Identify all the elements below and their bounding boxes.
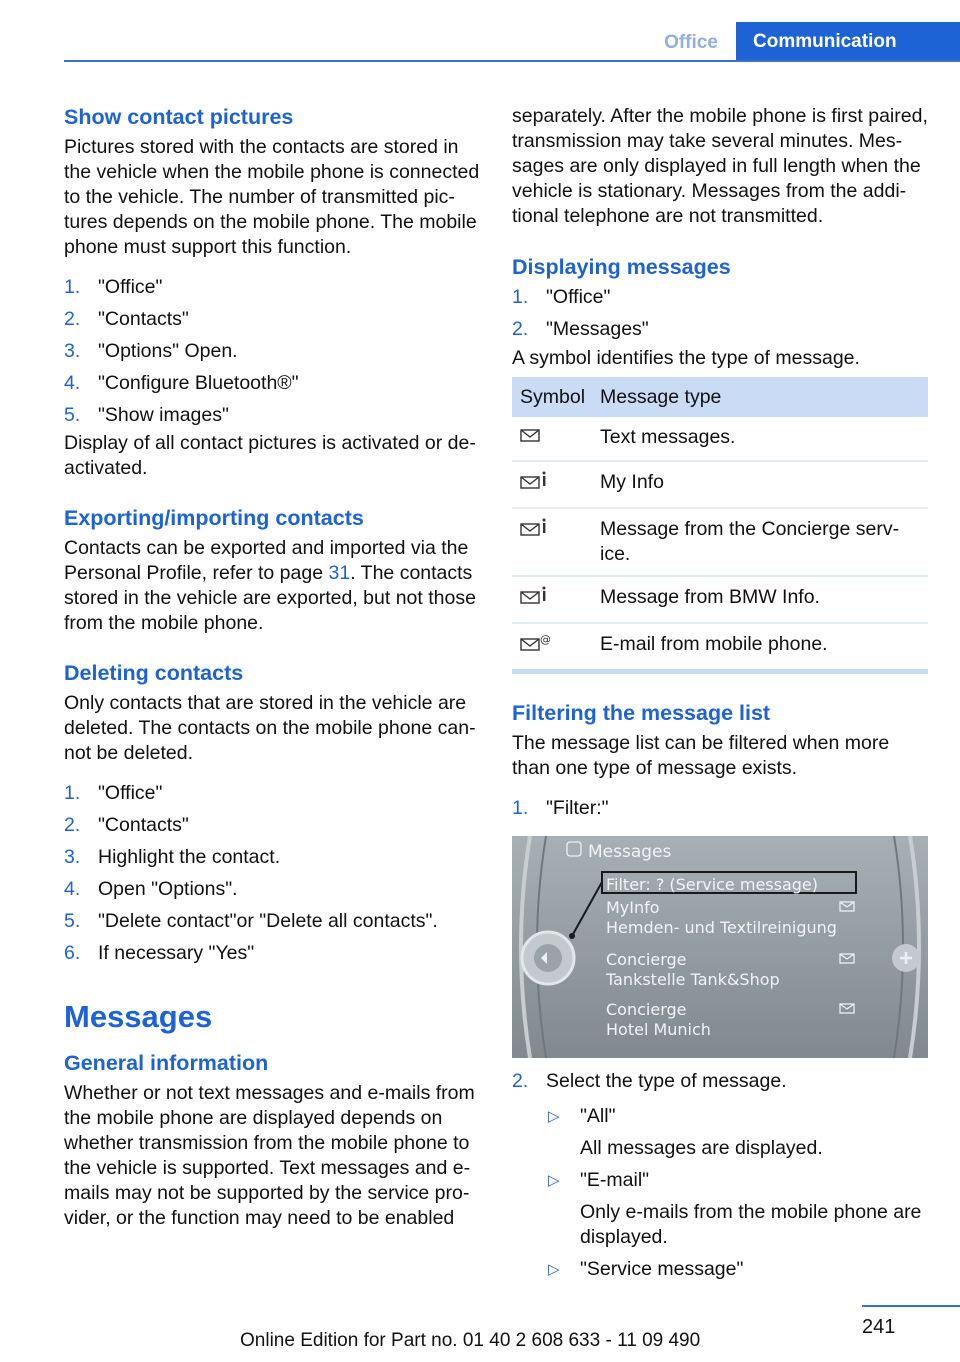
table-row: [512, 623, 928, 672]
paragraph-show: Pictures stored with the contacts are stored in the vehicle when the mobile phone is connected to the vehicle. The number of transmitted pic-tures depends on the mobile phone. The mobile phone must support this function.: [64, 136, 480, 258]
heading-export: Exporting/importing contacts: [64, 506, 364, 530]
list-item: 1. "Filter:": [512, 797, 609, 819]
table-header: Symbol: [512, 377, 592, 417]
table-cell: Message from BMW Info.: [592, 576, 928, 623]
paragraph-filter: The message list can be filtered when more than one type of message exists.: [512, 732, 890, 779]
screen-frame: [512, 836, 928, 1058]
list-item: ▷ "All" All messages are displayed.: [548, 1105, 823, 1159]
paragraph-export: Contacts can be exported and imported via the Personal Profile, refer to page 31. The contacts stored in the vehicle are exported, but not those from the mobile phone.: [64, 537, 476, 634]
screen-filter-item[interactable]: Filter: ? (Service message): [606, 875, 819, 894]
envelope-bmw-info-icon: [520, 585, 548, 607]
table-cell: Text messages.: [592, 417, 928, 461]
envelope-concierge-icon: [520, 517, 548, 539]
list-item: ▷ "Service message": [548, 1258, 744, 1280]
list-item: 2. "Contacts": [64, 814, 189, 836]
list-item: 3. Highlight the contact.: [64, 846, 281, 868]
paragraph-continued: separately. After the mobile phone is first paired, transmission may take several minutes. Mes-sages are only displayed in full length when the vehicle is stationary. Messages from the addi-tional telephone are not transmitted.: [512, 105, 928, 227]
steps-display: [512, 281, 928, 345]
table-row: [512, 461, 928, 508]
screen-message-item[interactable]: Concierge Hotel Munich: [606, 1000, 711, 1039]
heading-filtering: Filtering the message list: [512, 701, 771, 725]
filter-options: [512, 1104, 928, 1282]
symbol-table: [512, 377, 928, 674]
list-item: 5. "Delete contact"or "Delete all contacts".: [64, 910, 438, 932]
heading-displaying: Displaying messages: [512, 255, 731, 279]
footer-edition: Online Edition for Part no. 01 40 2 608 633 - 11 09 490: [240, 1330, 701, 1351]
list-item: 2. "Messages": [512, 318, 649, 340]
list-item: 1. "Office": [64, 276, 163, 298]
heading-messages: Messages: [64, 999, 213, 1034]
steps-show: [64, 271, 480, 431]
table-row: [512, 576, 928, 623]
page-link[interactable]: 31: [328, 562, 351, 584]
screen-message-item[interactable]: Concierge Tankstelle Tank&Shop: [606, 950, 780, 989]
table-row: [512, 508, 928, 576]
table-header-row: [512, 377, 928, 417]
screen-message-item[interactable]: MyInfo Hemden- und Textilreinigung: [606, 898, 837, 937]
list-item: ▷ "E-mail" Only e-mails from the mobile phone are displayed.: [548, 1169, 922, 1248]
heading-show-contact-pictures: Show contact pictures: [64, 105, 294, 129]
steps-filter: [512, 792, 928, 824]
table-header: Message type: [592, 377, 928, 417]
table-cell: E-mail from mobile phone.: [592, 623, 928, 672]
tab-office: Office: [664, 32, 718, 53]
paragraph-show-2: Display of all contact pictures is activated or de-activated.: [64, 432, 476, 479]
envelope-icon: [520, 425, 544, 445]
paragraph-symbol: A symbol identifies the type of message.: [512, 347, 860, 369]
envelope-info-icon: [520, 470, 548, 492]
tab-communication: Communication: [736, 22, 960, 60]
svg-text:@: @: [540, 633, 550, 646]
page-number: 241: [862, 1316, 896, 1338]
list-item: 6. If necessary "Yes": [64, 942, 255, 964]
table-cell: Message from the Concierge serv-ice.: [592, 508, 928, 576]
footer-rule: [862, 1305, 960, 1307]
right-column: [512, 104, 928, 1282]
paragraph-general: Whether or not text messages and e-mails from the mobile phone are displayed depends on whether transmission from the mobile phone to the vehicle is supported. Text messages and e-mails may not be supported by the service pro-vider, or the function may need to be enabled: [64, 1082, 475, 1229]
left-column: [64, 104, 480, 1231]
heading-general: General information: [64, 1051, 269, 1075]
steps-filter-2: [512, 1065, 928, 1097]
steps-delete: [64, 777, 480, 969]
list-item: 2. Select the type of message.: [512, 1070, 787, 1092]
list-item: 4. Open "Options".: [64, 878, 238, 900]
envelope-email-icon: [520, 632, 550, 654]
list-item: 4. "Configure Bluetooth®": [64, 372, 299, 394]
list-item: 1. "Office": [512, 286, 611, 308]
list-item: 2. "Contacts": [64, 308, 189, 330]
list-item: 3. "Options" Open.: [64, 340, 238, 362]
table-cell: My Info: [592, 461, 928, 508]
paragraph-delete: Only contacts that are stored in the vehicle are deleted. The contacts on the mobile phone can-not be deleted.: [64, 692, 476, 764]
screen-title: Messages: [588, 842, 672, 862]
heading-delete: Deleting contacts: [64, 661, 244, 685]
table-row: [512, 417, 928, 461]
idrive-screenshot: [512, 836, 928, 1058]
list-item: 5. "Show images": [64, 404, 229, 426]
list-item: 1. "Office": [64, 782, 163, 804]
header-rule: [64, 60, 960, 62]
